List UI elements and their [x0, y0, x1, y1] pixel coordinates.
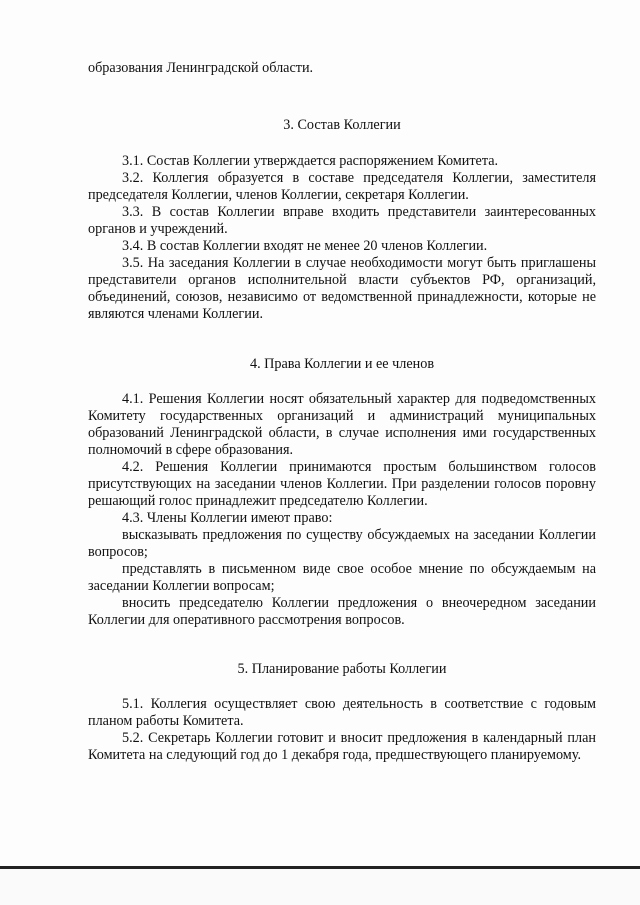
- paragraph-3-4: 3.4. В состав Коллегии входят не менее 20 членов Коллегии.: [122, 238, 488, 254]
- section-4-heading: 4. Права Коллегии и ее членов: [249, 356, 435, 372]
- paragraph-3-1: 3.1. Состав Коллегии утверждается распоряжением Комитета.: [122, 153, 499, 169]
- section-4-body: [88, 391, 596, 629]
- intro-line: образования Ленинградской области.: [88, 60, 314, 76]
- section-5-heading: 5. Планирование работы Коллегии: [237, 661, 447, 677]
- paragraph-3-3: 3.3. В состав Коллегии вправе входить представители заинтересованных органов и учреждений.: [88, 204, 596, 237]
- document-body: [88, 60, 596, 764]
- paragraph-4-2: 4.2. Решения Коллегии принимаются простым большинством голосов присутствующих на заседании членов Коллегии. При разделении голосов поровну решающий голос принадлежит председателю Коллегии.: [88, 459, 596, 509]
- section-3-heading: 3. Состав Коллегии: [283, 117, 401, 133]
- paragraph-4-3: 4.3. Члены Коллегии имеют право:: [122, 510, 333, 526]
- paragraph-4-right-2: представлять в письменном виде свое особое мнение по обсуждаемым на заседании Коллегии вопросам;: [88, 561, 596, 594]
- paragraph-3-5: 3.5. На заседания Коллегии в случае необходимости могут быть приглашены представители органов исполнительной власти субъектов РФ, организаций, объединений, союзов, независимо от ведомственной принадлежности, которые не являются членами Коллегии.: [88, 255, 596, 322]
- paragraph-4-right-3: вносить председателю Коллегии предложения о внеочередном заседании Коллегии для оперативного рассмотрения вопросов.: [88, 595, 596, 628]
- section-3-body: [88, 153, 596, 323]
- paragraph-4-1: 4.1. Решения Коллегии носят обязательный характер для подведомственных Комитету государственных организаций и администраций муниципальных образований Ленинградской области, в случае исполнения ими государственных полномочий в сфере образования.: [88, 391, 596, 458]
- paragraph-5-2: 5.2. Секретарь Коллегии готовит и вносит предложения в календарный план Комитета на следующий год до 1 декабря года, предшествующего планируемому.: [88, 730, 596, 763]
- section-5-body: [88, 696, 596, 764]
- paragraph-5-1: 5.1. Коллегия осуществляет свою деятельность в соответствие с годовым планом работы Комитета.: [88, 696, 596, 729]
- scan-bottom-margin: [0, 869, 640, 905]
- paragraph-3-2: 3.2. Коллегия образуется в составе председателя Коллегии, заместителя председателя Коллегии, членов Коллегии, секретаря Коллегии.: [88, 170, 596, 203]
- paragraph-4-right-1: высказывать предложения по существу обсуждаемых на заседании Коллегии вопросов;: [88, 527, 596, 560]
